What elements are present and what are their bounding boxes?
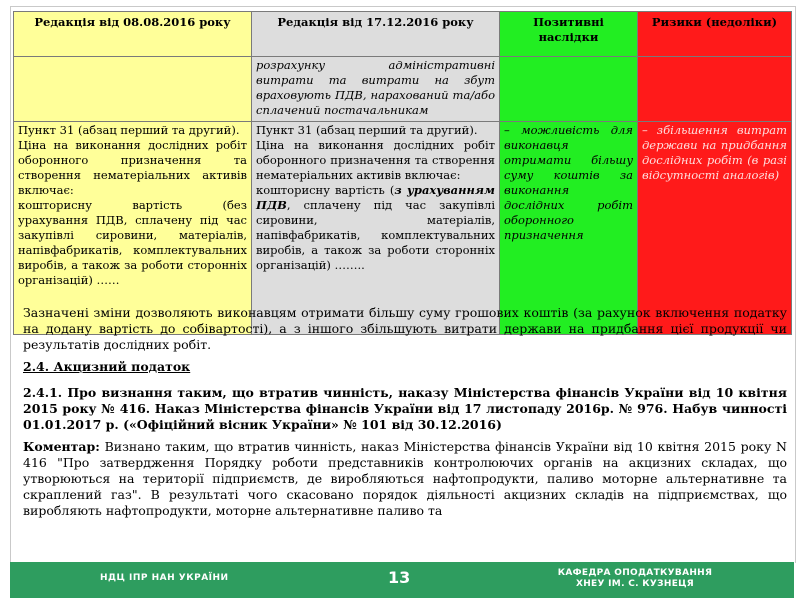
header-edition-2016-12: Редакція від 17.12.2016 року	[252, 12, 500, 57]
table-cell	[14, 57, 252, 122]
header-edition-2016-08: Редакція від 08.08.2016 року	[14, 12, 252, 57]
section-heading: 2.4. Акцизний податок	[23, 359, 191, 374]
page-number: 13	[388, 568, 411, 587]
comment-label: Коментар:	[23, 439, 100, 454]
table-cell	[252, 122, 500, 335]
header-positive: Позитивні наслідки	[500, 12, 638, 57]
body-text	[23, 305, 787, 525]
table-cell: – збільшення витрат держави на придбання дослідних робіт (в разі відсутності аналогів)	[638, 122, 792, 335]
cell-emphasis: з урахуванням ПДВ	[256, 183, 495, 212]
comment-paragraph	[23, 439, 787, 519]
table-row	[14, 122, 792, 335]
subsection-heading: 2.4.1. Про визнання таким, що втратив чинність, наказу Міністерства фінансів України від 10 квітня 2015 року № 416. Наказ Міністерства фінансів України від 17 листопаду 2016р. № 976. Набув чинності 01.01.2017 р. («Офіційний вісник України» № 101 від 30.12.2016)	[23, 385, 787, 432]
slide	[10, 6, 796, 563]
table-cell: Пункт 31 (абзац перший та другий). Ціна на виконання дослідних робіт оборонного призначення та створення нематеріальних активів включає: кошторисну вартість (без урахування ПДВ, сплачену під час закупівлі сировини, матеріалів, напівфабрикатів, комплектувальних виробів, а також за роботи сторонніх організацій) ……	[14, 122, 252, 335]
paragraph: Зазначені зміни дозволяють виконавцям отримати більшу суму грошових коштів (за рахунок включення податку на додану вартість до собівартості), а з іншого збільшують витрати держави на придбання цієї продукції чи результатів дослідних робіт.	[23, 305, 787, 352]
header-risks: Ризики (недоліки)	[638, 12, 792, 57]
table-cell	[500, 57, 638, 122]
cell-text: Пункт 31 (абзац перший та другий). Ціна на виконання дослідних робіт оборонного призначення та створення нематеріальних активів включає: кошторисну вартість (	[256, 123, 495, 197]
cell-text: , сплачену під час закупівлі сировини, матеріалів, напівфабрикатів, комплектувальних виробів, а також за роботи сторонніх організацій) ……..	[256, 198, 495, 272]
footer-department-line: ХНЕУ ІМ. С. КУЗНЕЦЯ	[575, 579, 695, 589]
footer-department	[550, 568, 720, 590]
table-row	[14, 57, 792, 122]
table-cell: – можливість для виконавця отримати більшу суму коштів за виконання дослідних робіт оборонного призначення	[500, 122, 638, 335]
footer-bar	[10, 562, 794, 598]
comparison-table	[13, 11, 792, 335]
table-header-row	[14, 12, 792, 57]
table-cell	[638, 57, 792, 122]
table-cell: розрахунку адміністративні витрати та витрати на збут враховують ПДВ, нарахований та/або сплачений постачальникам	[252, 57, 500, 122]
footer-department-line: КАФЕДРА ОПОДАТКУВАННЯ	[557, 568, 713, 578]
comment-text: Визнано таким, що втратив чинність, наказ Міністерства фінансів України від 10 квітня 2015 року N 416 "Про затвердження Порядку роботи представників контролюючих органів на акцизних складах, що утворюються на території підприємств, де виробляються нафтопродукти, паливо моторне альтернативне та скраплений газ". В результаті чого скасовано порядок діяльності акцизних складів на підприємствах, що виробляють нафтопродукти, моторне альтернативне паливо та	[23, 439, 787, 518]
footer-organization: НДЦ ІПР НАН УКРАЇНИ	[100, 573, 229, 583]
